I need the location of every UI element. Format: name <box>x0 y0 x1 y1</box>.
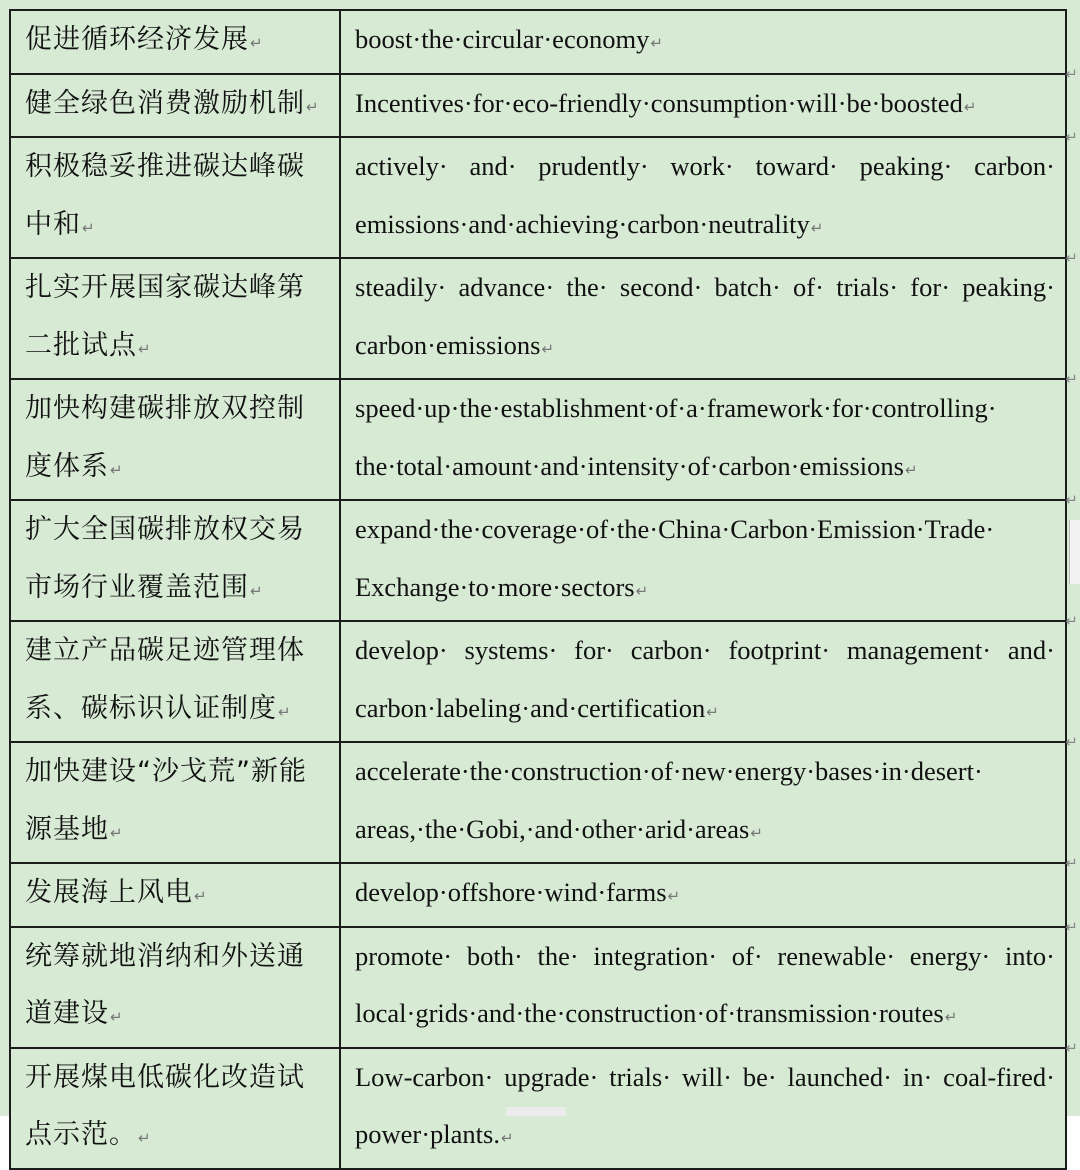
table-row <box>10 500 1066 621</box>
table-row <box>10 927 1066 1048</box>
scrollbar-handle[interactable] <box>1069 520 1080 584</box>
english-translation: develop·offshore·wind·farms <box>355 877 667 907</box>
chinese-term: 扩大全国碳排放权交易市场行业覆盖范围 <box>25 514 305 603</box>
chinese-term-cell <box>10 258 340 379</box>
chinese-term-cell <box>10 621 340 742</box>
english-translation: expand·the·coverage·of·the·China·Carbon·Emission·Trade· Exchange·to·more·sectors <box>355 514 995 602</box>
paragraph-mark-icon: ↵ <box>650 34 663 52</box>
english-translation-cell <box>340 742 1066 863</box>
row-end-mark-icon: ↵ <box>1065 370 1078 388</box>
paragraph-mark-icon: ↵ <box>110 460 124 479</box>
paragraph-mark-icon: ↵ <box>250 581 264 600</box>
row-end-mark-icon: ↵ <box>1065 1039 1078 1057</box>
chinese-term-cell <box>10 863 340 927</box>
table-row <box>10 379 1066 500</box>
table-row <box>10 742 1066 863</box>
chinese-term-cell <box>10 379 340 500</box>
chinese-term: 扎实开展国家碳达峰第二批试点 <box>25 272 305 361</box>
english-translation: speed·up·the·establishment·of·a·framework·for·controlling· the·total·amount·and·intensity·of·carbon·emissions <box>355 393 997 481</box>
paragraph-mark-icon: ↵ <box>963 97 977 116</box>
row-end-mark-icon: ↵ <box>1065 491 1078 509</box>
english-translation: develop· systems· for· carbon· footprint· management· and· carbon·labeling·and·certification <box>355 635 1055 723</box>
row-end-mark-icon: ↵ <box>1065 918 1078 936</box>
english-translation: promote· both· the· integration· of· renewable· energy· into· local·grids·and·the·construction·of·transmission·routes <box>355 940 1055 1028</box>
chinese-term: 统筹就地消纳和外送通道建设 <box>25 940 305 1029</box>
table-row <box>10 10 1066 74</box>
row-end-mark-icon: ↵ <box>1065 128 1078 146</box>
chinese-term-cell <box>10 1048 340 1169</box>
paragraph-mark-icon: ↵ <box>138 339 152 358</box>
row-end-mark-icon: ↵ <box>1065 612 1078 630</box>
table-row <box>10 74 1066 138</box>
page-edge-strip <box>506 1107 566 1116</box>
chinese-term-cell <box>10 74 340 138</box>
chinese-term-cell <box>10 137 340 258</box>
paragraph-mark-icon: ↵ <box>810 218 824 237</box>
paragraph-mark-icon: ↵ <box>278 702 292 721</box>
chinese-term: 加快建设“沙戈荒”新能源基地 <box>25 756 307 845</box>
english-translation-cell <box>340 74 1066 138</box>
table-row <box>10 621 1066 742</box>
row-end-mark-icon: ↵ <box>1065 65 1078 83</box>
translation-table <box>9 9 1067 1170</box>
row-end-mark-icon: ↵ <box>1065 854 1078 872</box>
chinese-term: 发展海上风电 <box>25 877 193 908</box>
paragraph-mark-icon: ↵ <box>635 581 649 600</box>
chinese-term: 建立产品碳足迹管理体系、碳标识认证制度 <box>25 635 305 724</box>
row-end-mark-icon: ↵ <box>1065 249 1078 267</box>
table-row <box>10 137 1066 258</box>
chinese-term-cell <box>10 742 340 863</box>
english-translation-cell <box>340 621 1066 742</box>
paragraph-mark-icon: ↵ <box>250 34 264 52</box>
english-translation-cell <box>340 10 1066 74</box>
english-translation: steadily· advance· the· second· batch· of· trials· for· peaking· carbon·emissions <box>355 272 1055 360</box>
english-translation: Incentives·for·eco-friendly·consumption·will·be·boosted <box>355 87 963 118</box>
paragraph-mark-icon: ↵ <box>306 97 320 116</box>
english-translation: actively· and· prudently· work· toward· peaking· carbon· emissions·and·achieving·carbon·neutrality <box>355 151 1055 239</box>
paragraph-mark-icon: ↵ <box>138 1129 152 1147</box>
paragraph-mark-icon: ↵ <box>706 702 719 721</box>
paragraph-mark-icon: ↵ <box>541 339 555 358</box>
english-translation-cell <box>340 379 1066 500</box>
paragraph-mark-icon: ↵ <box>667 887 681 905</box>
table-body <box>10 10 1066 1169</box>
chinese-term: 促进循环经济发展 <box>25 24 249 55</box>
chinese-term: 开展煤电低碳化改造试点示范。 <box>25 1061 305 1150</box>
english-translation-cell <box>340 137 1066 258</box>
chinese-term: 积极稳妥推进碳达峰碳中和 <box>25 151 305 240</box>
english-translation: Low-carbon· upgrade· trials· will· be· launched· in· coal-fired· power·plants. <box>355 1061 1055 1149</box>
english-translation: accelerate·the·construction·of·new·energy·bases·in·desert· areas,·the·Gobi,·and·other·arid·areas <box>355 756 983 844</box>
row-end-mark-icon: ↵ <box>1065 733 1078 751</box>
paragraph-mark-icon: ↵ <box>82 218 96 237</box>
paragraph-mark-icon: ↵ <box>110 1008 124 1026</box>
english-translation-cell <box>340 1048 1066 1169</box>
paragraph-mark-icon: ↵ <box>194 887 208 905</box>
paragraph-mark-icon: ↵ <box>904 460 918 479</box>
chinese-term-cell <box>10 10 340 74</box>
table-row <box>10 258 1066 379</box>
english-translation-cell <box>340 258 1066 379</box>
chinese-term-cell <box>10 927 340 1048</box>
paragraph-mark-icon: ↵ <box>944 1008 958 1026</box>
chinese-term-cell <box>10 500 340 621</box>
paragraph-mark-icon: ↵ <box>110 823 124 842</box>
chinese-term: 健全绿色消费激励机制 <box>25 87 305 119</box>
chinese-term: 加快构建碳排放双控制度体系 <box>25 393 305 482</box>
english-translation-cell <box>340 863 1066 927</box>
english-translation-cell <box>340 500 1066 621</box>
english-translation: boost·the·circular·economy <box>355 24 650 54</box>
paragraph-mark-icon: ↵ <box>500 1129 514 1147</box>
paragraph-mark-icon: ↵ <box>750 823 763 842</box>
table-row <box>10 863 1066 927</box>
english-translation-cell <box>340 927 1066 1048</box>
